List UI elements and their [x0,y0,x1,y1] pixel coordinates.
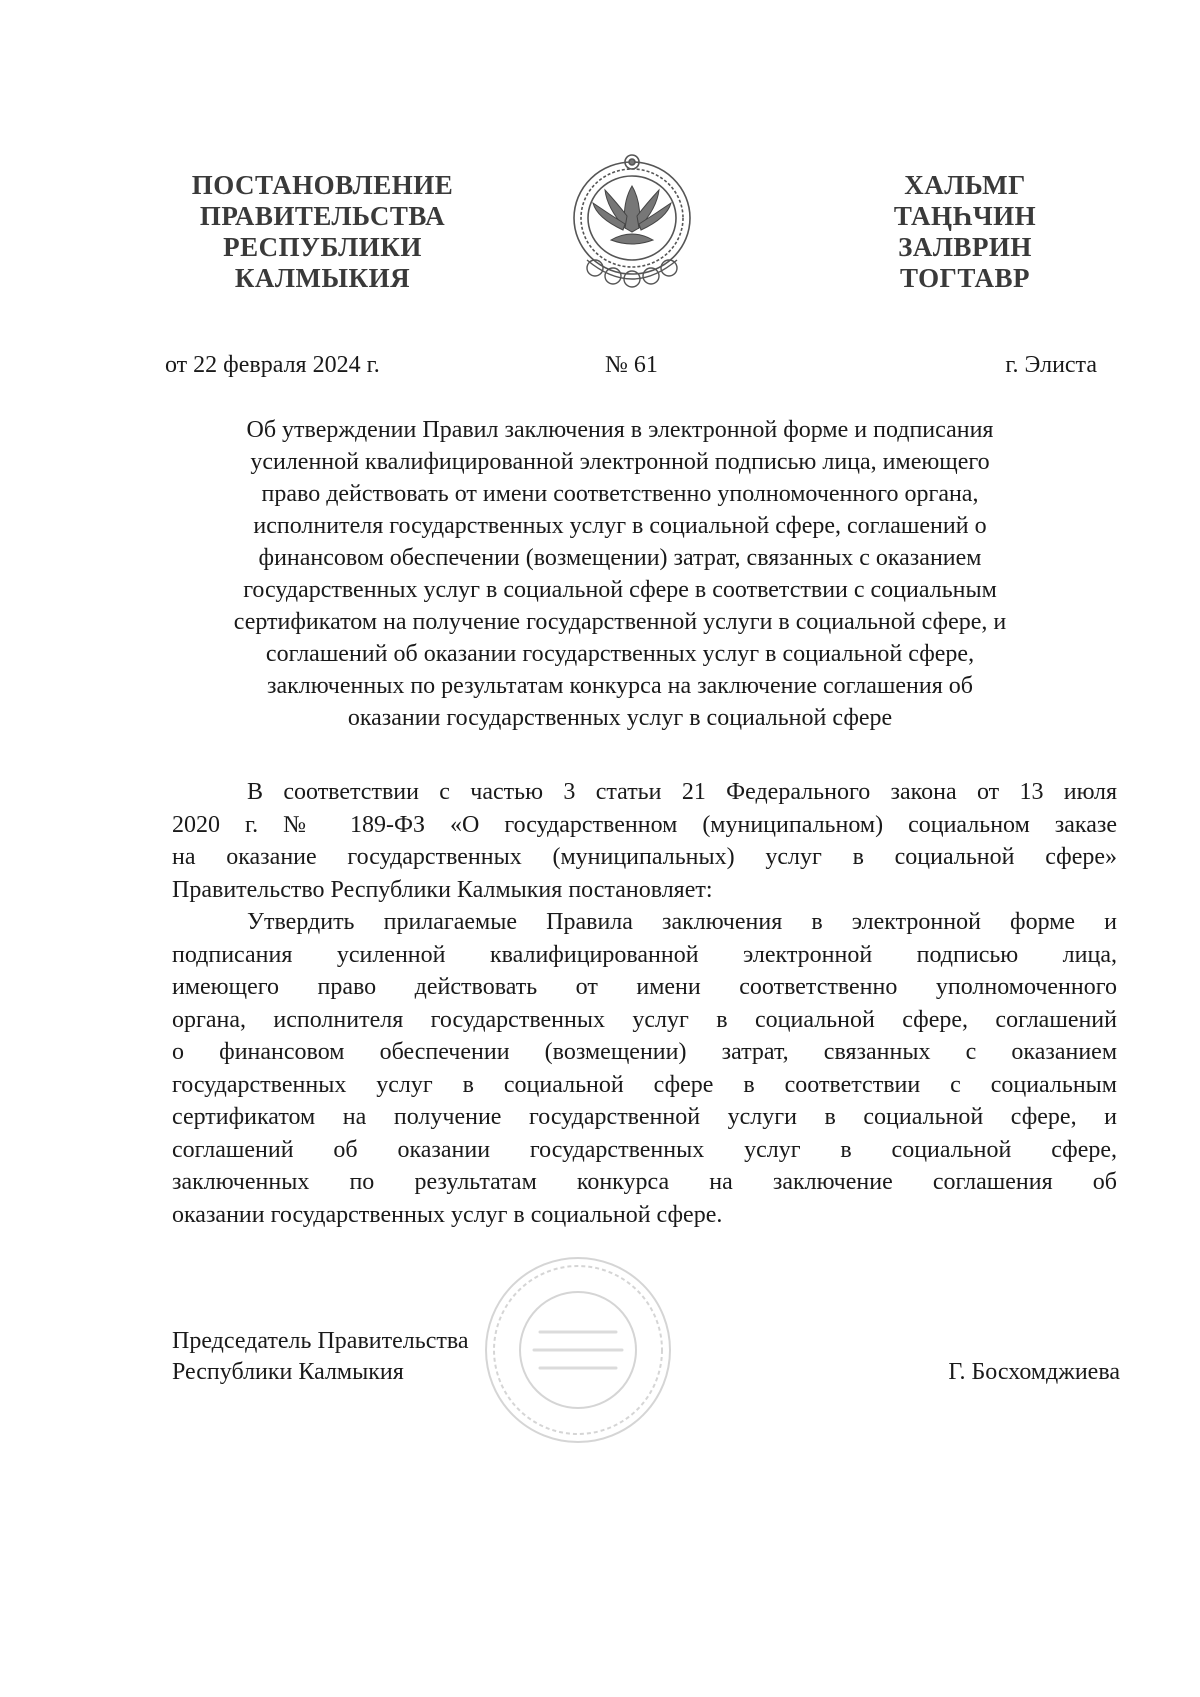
official-seal-stamp-icon [478,1250,678,1450]
document-city: г. Элиста [1005,352,1097,378]
paragraph-resolution [172,906,1117,1231]
header-russian-line: РЕСПУБЛИКИ [223,232,422,262]
header-russian-line: ПОСТАНОВЛЕНИЕ [191,170,454,200]
signatory-name: Г. Босхомджиева [948,1359,1120,1385]
title-line: соглашений об оказании государственных услуг в социальной сфере, [265,641,975,667]
paragraph-preamble [172,776,1117,906]
body-line: В соответствии с частью 3 статьи 21 Федерального закона от 13 июля [247,779,1117,805]
title-line: оказании государственных услуг в социальной сфере [347,705,893,731]
title-line: государственных услуг в социальной сфере в соответствии с социальным [243,577,997,603]
signatory-position-line: Председатель Правительства [172,1328,469,1354]
header-russian-line: ПРАВИТЕЛЬСТВА [199,201,446,231]
document-number: № 61 [605,352,658,378]
signatory-position [172,1326,469,1388]
title-line: финансовом обеспечении (возмещении) затрат, связанных с оказанием [258,545,982,571]
document-date: от 22 февраля 2024 г. [165,352,380,378]
header-kalmyk-line: ТАҢҺЧИН [893,201,1037,231]
body-line: о финансовом обеспечении (возмещении) затрат, связанных с оказанием [172,1039,1117,1065]
signatory-position-line: Республики Калмыкия [172,1359,404,1385]
body-line: соглашений об оказании государственных услуг в социальной сфере, [172,1136,1117,1163]
header-russian [185,170,460,294]
header-kalmyk-line: ХАЛЬМГ [904,170,1026,200]
title-line: Об утверждении Правил заключения в электронной форме и подписания [246,417,994,443]
title-line: усиленной квалифицированной электронной подписью лица, имеющего [250,449,990,475]
header-russian-line: КАЛМЫКИЯ [234,263,411,293]
body-line: заключенных по результатам конкурса на заключение соглашения об [172,1169,1117,1195]
header-kalmyk-line: ЗАЛВРИН [898,232,1032,262]
title-line: право действовать от имени соответственно уполномоченного органа, [261,481,979,507]
body-line: 2020 г. № 189-ФЗ «О государственном (муниципальном) социальном заказе [172,811,1117,838]
title-line: сертификатом на получение государственной услуги в социальной сфере, и [233,609,1007,635]
header-kalmyk [855,170,1075,294]
body-line: оказании государственных услуг в социальной сфере. [172,1201,723,1228]
body-line: имеющего право действовать от имени соответственно уполномоченного [172,974,1117,1000]
body-line: органа, исполнителя государственных услуг в социальной сфере, соглашений [172,1006,1117,1033]
kalmykia-coat-of-arms-icon [567,148,697,296]
body-line: на оказание государственных (муниципальных) услуг в социальной сфере» [172,844,1117,870]
title-line: исполнителя государственных услуг в социальной сфере, соглашений о [253,513,987,539]
document-title [150,414,1090,734]
body-line: государственных услуг в социальной сфере в соответствии с социальным [172,1071,1117,1098]
title-line: заключенных по результатам конкурса на заключение соглашения об [267,673,973,699]
header-kalmyk-line: ТОГТАВР [900,263,1030,293]
body-line: Правительство Республики Калмыкия постановляет: [172,876,713,903]
body-line: подписания усиленной квалифицированной электронной подписью лица, [172,941,1117,968]
body-line: Утвердить прилагаемые Правила заключения в электронной форме и [247,909,1117,935]
document-body [172,776,1117,1231]
body-line: сертификатом на получение государственной услуги в социальной сфере, и [172,1104,1117,1130]
